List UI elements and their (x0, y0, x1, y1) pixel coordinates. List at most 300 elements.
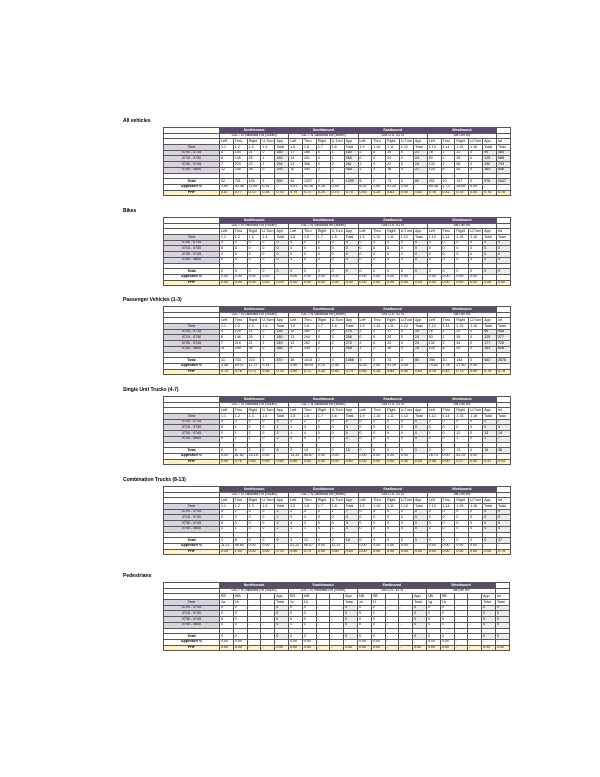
summary-cell: - (399, 645, 413, 651)
count-cell: 4 (303, 436, 317, 442)
count-cell: 4 (344, 515, 358, 521)
count-cell: 249 (275, 341, 289, 347)
count-cell: 0 (386, 425, 400, 431)
summary-cell: 0.19 (316, 363, 330, 369)
summary-cell: 22.22 (289, 543, 303, 549)
count-cell: 0 (344, 622, 358, 628)
count-cell: - (330, 622, 344, 628)
summary-cell: 0 (483, 269, 497, 275)
column-header: U-Turn (400, 497, 412, 502)
summary-cell: - (399, 634, 413, 640)
summary-cell: 0.00 (358, 274, 372, 280)
column-header: Right (316, 498, 330, 504)
summary-cell: 0 (386, 538, 400, 544)
summary-cell: 0.75 (344, 190, 358, 196)
count-cell: 22 (455, 150, 469, 156)
summary-cell: 0 (386, 448, 400, 454)
column-subheader: 1a (220, 600, 234, 606)
summary-cell: - (275, 184, 289, 190)
count-cell: 0 (247, 425, 261, 431)
count-cell: 0 (413, 436, 427, 442)
count-cell: 0 (303, 252, 317, 258)
column-subheader: Total (483, 145, 497, 151)
count-cell: 53 (455, 346, 469, 352)
count-cell: 0 (372, 431, 386, 437)
count-cell: 1 (316, 346, 330, 352)
count-cell: 0 (426, 605, 440, 611)
summary-cell: 0 (413, 634, 427, 640)
summary-cell: 88.89 (233, 543, 247, 549)
summary-cell: 0.25 (220, 549, 234, 555)
summary-cell: 0.00 (220, 453, 234, 459)
count-cell: 1 (247, 436, 261, 442)
column-subheader: 1.6 (303, 145, 317, 151)
column-subheader: 1.1 (220, 235, 234, 241)
count-cell: 2 (275, 526, 289, 532)
count-cell: 7 (344, 509, 358, 515)
summary-cell: 0 (413, 448, 427, 454)
count-cell: 0 (399, 341, 413, 347)
column-header: U-Turn (262, 317, 274, 322)
column-header: App (413, 498, 427, 504)
summary-cell: 0.00 (316, 459, 330, 465)
turning-movement-table (163, 127, 511, 196)
approach-road: GA-7 N Valdosta Rd (North) (289, 223, 358, 229)
section-title: Single Unit Trucks (4-7) (123, 387, 179, 393)
column-subheader: Total (497, 145, 511, 151)
count-cell: - (385, 617, 399, 623)
count-cell: 0 (482, 617, 496, 623)
summary-cell: 0.00 (358, 543, 372, 549)
time-cell: 0745 - 0800 (164, 622, 220, 628)
count-cell: 0 (316, 150, 330, 156)
count-cell: 0 (495, 617, 509, 623)
count-cell: 0 (483, 526, 497, 532)
column-header: U-Turn (262, 407, 274, 412)
count-cell: 0 (441, 252, 455, 258)
summary-cell: - (330, 645, 344, 651)
summary-cell: 0.50 (247, 459, 261, 465)
count-cell: 11 (220, 346, 234, 352)
count-cell: 0 (399, 252, 413, 258)
count-cell: 266 (344, 156, 358, 162)
count-cell: 0 (247, 419, 261, 425)
summary-cell: 4 (289, 538, 303, 544)
column-subheader: 1.11 (386, 235, 400, 241)
column-header: Thru (233, 498, 247, 504)
summary-cell: 11.11 (220, 543, 234, 549)
column-header: Thru (441, 318, 455, 324)
count-cell: 3 (344, 526, 358, 532)
column-subheader: 1.4 (261, 235, 275, 241)
count-cell: 0 (220, 611, 234, 617)
summary-cell: 0.00 (371, 639, 385, 645)
summary-cell: 0.55 (330, 184, 344, 190)
count-cell: 5 (344, 431, 358, 437)
count-cell: 1 (441, 335, 455, 341)
summary-cell: 0 (261, 538, 275, 544)
count-cell: 0 (316, 509, 330, 515)
column-header: U-Turn (331, 317, 343, 322)
summary-cell: 0.00 (220, 274, 234, 280)
approach-road: GA-7 N Valdosta Rd (North) (289, 492, 358, 498)
summary-cell: 0.00 (399, 280, 413, 286)
count-cell: 0 (427, 509, 441, 515)
count-cell: 3 (275, 419, 289, 425)
approach-direction: Northbound (220, 307, 289, 313)
column-header: Thru (372, 408, 386, 414)
summary-cell: 0.00 (413, 459, 427, 465)
summary-cell: 0.00 (426, 645, 440, 651)
count-cell: 0 (413, 240, 427, 246)
summary-cell: 2 (316, 179, 330, 185)
count-cell: 0 (275, 605, 289, 611)
count-cell: 0 (441, 431, 455, 437)
summary-cell: 751 (233, 179, 247, 185)
count-cell: 1 (261, 335, 275, 341)
count-cell: 0 (372, 521, 386, 527)
summary-cell: - (483, 363, 497, 369)
count-cell: 0 (220, 257, 234, 263)
time-cell: 0745 - 0800 (164, 526, 220, 532)
count-cell: 254 (275, 162, 289, 168)
phf-row (164, 280, 511, 286)
column-header: App (413, 318, 427, 324)
summary-cell: 13 (455, 448, 469, 454)
count-cell: 0 (386, 526, 400, 532)
column-subheader: 1.16 (469, 324, 483, 330)
count-cell: 1 (441, 156, 455, 162)
column-subheader: 1.8 (330, 504, 344, 510)
count-cell: 0 (441, 257, 455, 263)
count-cell: 0 (441, 419, 455, 425)
column-header: Thru (233, 229, 247, 235)
count-cell: 0 (330, 329, 344, 335)
column-subheader: Total (275, 504, 289, 510)
summary-cell: 4.91 (289, 184, 303, 190)
summary-cell: 0.34 (261, 184, 275, 190)
count-cell: 0 (372, 156, 386, 162)
count-cell: 0 (483, 515, 497, 521)
summary-cell: 734 (233, 358, 247, 364)
column-header: Left (289, 318, 303, 324)
count-cell: 180 (275, 150, 289, 156)
count-cell: 749 (497, 162, 511, 168)
summary-cell: 0.00 (247, 549, 261, 555)
column-header: Right (316, 318, 330, 324)
summary-cell: 0.00 (261, 280, 275, 286)
summary-cell: 0.83 (386, 190, 400, 196)
column-subheader: 1e (357, 600, 371, 606)
summary-cell: 0 (469, 448, 483, 454)
summary-cell: 0.00 (288, 645, 302, 651)
summary-cell: 13.33 (289, 453, 303, 459)
count-cell: 0 (413, 611, 427, 617)
summary-cell: - (399, 639, 413, 645)
summary-cell: 2578 (497, 358, 511, 364)
column-header: Thru (303, 408, 317, 414)
summary-cell: 3.56 (220, 363, 234, 369)
count-cell: - (330, 611, 344, 617)
column-subheader: 1.1 (220, 324, 234, 330)
summary-cell: - (344, 363, 358, 369)
summary-cell: 0.00 (233, 280, 247, 286)
column-subheader: 1.2 (233, 145, 247, 151)
count-cell: 0 (316, 436, 330, 442)
count-cell: 0 (427, 246, 441, 252)
count-cell: 0 (358, 156, 372, 162)
column-header: Thru (372, 498, 386, 504)
approach-direction: Westbound (427, 128, 496, 134)
count-cell: - (468, 611, 482, 617)
count-cell: 0 (413, 515, 427, 521)
count-cell: 0 (261, 329, 275, 335)
summary-cell: 0.76 (427, 369, 441, 375)
count-cell: 0 (233, 257, 247, 263)
count-cell: 129 (233, 329, 247, 335)
count-cell: 0 (399, 526, 413, 532)
column-header: App (483, 229, 497, 235)
approach-road: GA-7 N Valdosta Rd (South) (220, 133, 289, 139)
column-header: U-Turn (331, 228, 343, 233)
approach-direction: Eastbound (358, 307, 427, 313)
column-header: Left (289, 229, 303, 235)
count-cell: 12 (289, 341, 303, 347)
count-cell: 0 (399, 521, 413, 527)
column-subheader: 1.14 (441, 235, 455, 241)
count-cell: - (330, 617, 344, 623)
count-cell: 0 (261, 521, 275, 527)
count-cell: 0 (469, 335, 483, 341)
summary-cell: 9 (275, 538, 289, 544)
summary-cell: 0 (469, 358, 483, 364)
column-subheader: 1.3 (247, 414, 261, 420)
count-cell: 0 (316, 335, 330, 341)
summary-cell: 8 (233, 538, 247, 544)
column-subheader: 1.13 (427, 145, 441, 151)
count-cell: 0 (357, 622, 371, 628)
count-cell: 0 (289, 246, 303, 252)
summary-cell: 3 (261, 179, 275, 185)
column-header: App (483, 318, 497, 324)
count-cell: 0 (358, 431, 372, 437)
column-subheader: 1.15 (455, 414, 469, 420)
summary-cell: 0.00 (372, 459, 386, 465)
summary-cell: 0 (288, 634, 302, 640)
column-header: Left (220, 229, 234, 235)
column-header: Thru (372, 139, 386, 145)
summary-cell: 0.00 (455, 274, 469, 280)
count-cell: 244 (303, 335, 317, 341)
column-header: WB (233, 594, 247, 600)
count-cell: 4 (344, 425, 358, 431)
count-cell: 184 (344, 150, 358, 156)
count-cell: 1 (330, 150, 344, 156)
summary-cell: - (275, 639, 289, 645)
time-cell: 0715 - 0730 (164, 156, 220, 162)
count-cell: 25 (247, 335, 261, 341)
summary-cell: 5 (358, 358, 372, 364)
summary-cell: 0.00 (220, 639, 234, 645)
count-cell: 0 (372, 419, 386, 425)
approach-road: GA-7 N Valdosta Rd (North) (288, 588, 357, 594)
count-cell: 0 (344, 257, 358, 263)
summary-cell: 0.00 (316, 543, 330, 549)
count-cell: 5 (497, 425, 511, 431)
count-cell: 0 (330, 515, 344, 521)
summary-cell: 16 (483, 448, 497, 454)
column-header: U-Turn (400, 407, 412, 412)
count-cell: - (385, 605, 399, 611)
count-cell: 12 (455, 431, 469, 437)
summary-cell: 0.00 (455, 543, 469, 549)
summary-cell: 0 (497, 269, 511, 275)
time-cell: 0715 - 0730 (164, 246, 220, 252)
count-cell: 0 (316, 515, 330, 521)
count-cell: 0 (441, 246, 455, 252)
column-subheader: 1.4 (261, 414, 275, 420)
column-subheader: 1.16 (469, 414, 483, 420)
summary-cell: 0.00 (399, 459, 413, 465)
count-cell: 0 (220, 431, 234, 437)
summary-cell: 0.00 (261, 459, 275, 465)
column-subheader: 1.8 (330, 235, 344, 241)
count-cell: - (385, 611, 399, 617)
summary-cell: 3.60 (220, 184, 234, 190)
count-cell: 0 (469, 167, 483, 173)
summary-cell: 0.00 (399, 184, 413, 190)
column-header: Right (455, 498, 469, 504)
count-cell: 0 (483, 240, 497, 246)
summary-cell: 0.75 (303, 549, 317, 555)
column-header: App (344, 498, 358, 504)
column-header: Right (247, 318, 261, 324)
summary-cell: 31 (220, 358, 234, 364)
count-cell: 0 (386, 515, 400, 521)
summary-cell: 0.00 (220, 280, 234, 286)
column-header: App (483, 139, 497, 145)
summary-cell: 0.00 (233, 645, 247, 651)
summary-cell: 0 (441, 538, 455, 544)
summary-cell: 0.00 (372, 280, 386, 286)
column-header: Left (427, 139, 441, 145)
approach-direction: Southbound (288, 583, 357, 589)
count-cell: 24 (386, 335, 400, 341)
count-cell: 0 (247, 515, 261, 521)
column-subheader: Total (413, 504, 427, 510)
approach-direction: Northbound (220, 128, 289, 134)
column-subheader: 1f (371, 600, 385, 606)
summary-cell: 0 (372, 448, 386, 454)
time-cell: 0745 - 0800 (164, 346, 220, 352)
count-cell: 0 (357, 611, 371, 617)
count-cell: 0 (441, 240, 455, 246)
summary-cell: 0 (357, 634, 371, 640)
count-cell: 2 (275, 436, 289, 442)
column-header: U-Turn (470, 317, 482, 322)
turning-movement-table (163, 217, 511, 286)
summary-cell: 0.00 (372, 453, 386, 459)
count-cell: 0 (344, 605, 358, 611)
summary-cell: 0.00 (330, 280, 344, 286)
summary-cell: 0.63 (358, 190, 372, 196)
summary-cell: 578 (483, 179, 497, 185)
column-header: Thru (441, 229, 455, 235)
summary-cell: 0.38 (261, 190, 275, 196)
summary-cell: 0.38 (330, 363, 344, 369)
count-cell: 0 (261, 167, 275, 173)
count-cell: - (468, 622, 482, 628)
count-cell: 0 (386, 431, 400, 437)
column-header: Int (497, 139, 511, 145)
summary-cell: 0.00 (303, 280, 317, 286)
column-subheader: 1.1 (220, 414, 234, 420)
column-header: Thru (441, 139, 455, 145)
column-header: Right (316, 229, 330, 235)
summary-cell: 6 (233, 448, 247, 454)
summary-cell: 0.00 (344, 645, 358, 651)
column-subheader: 1.5 (289, 414, 303, 420)
summary-cell: 0.00 (469, 190, 483, 196)
summary-cell: 18 (344, 538, 358, 544)
summary-cell: 0 (495, 634, 509, 640)
count-cell: 0 (372, 252, 386, 258)
count-cell: 0 (455, 240, 469, 246)
approach-direction: Southbound (289, 128, 358, 134)
count-cell: 1 (289, 425, 303, 431)
count-cell: 0 (261, 252, 275, 258)
summary-cell: 0 (455, 269, 469, 275)
summary-cell: 6 (330, 179, 344, 185)
summary-cell: 0.76 (275, 190, 289, 196)
column-subheader: 1.6 (303, 504, 317, 510)
count-cell: 0 (220, 419, 234, 425)
count-cell: 2 (372, 346, 386, 352)
count-cell: 0 (330, 431, 344, 437)
approach-road: GA-7 N Valdosta Rd (North) (289, 133, 358, 139)
count-cell: - (385, 622, 399, 628)
summary-cell: 0 (441, 448, 455, 454)
column-subheader: 1.12 (399, 414, 413, 420)
summary-cell: 2 (372, 358, 386, 364)
summary-cell: 0 (372, 538, 386, 544)
count-cell: 0 (358, 246, 372, 252)
summary-cell: 0.00 (220, 645, 234, 651)
count-cell: 0 (441, 515, 455, 521)
count-cell: 2 (275, 431, 289, 437)
summary-cell: 0 (303, 269, 317, 275)
count-cell: 166 (303, 150, 317, 156)
summary-cell: 0.00 (399, 549, 413, 555)
count-cell: 24 (386, 156, 400, 162)
count-cell: 0 (247, 257, 261, 263)
time-cell: 0715 - 0730 (164, 611, 220, 617)
count-cell: 366 (303, 162, 317, 168)
count-cell: 354 (303, 167, 317, 173)
column-subheader: 1.10 (372, 235, 386, 241)
column-header: Thru (372, 229, 386, 235)
count-cell: 0 (275, 257, 289, 263)
column-header: App (413, 139, 427, 145)
count-cell: 0 (469, 252, 483, 258)
count-cell: - (316, 617, 330, 623)
count-cell: 0 (261, 509, 275, 515)
count-cell: 2 (275, 515, 289, 521)
count-cell: 0 (289, 252, 303, 258)
column-subheader: 1.10 (372, 504, 386, 510)
count-cell: 0 (261, 150, 275, 156)
count-cell: 0 (426, 617, 440, 623)
